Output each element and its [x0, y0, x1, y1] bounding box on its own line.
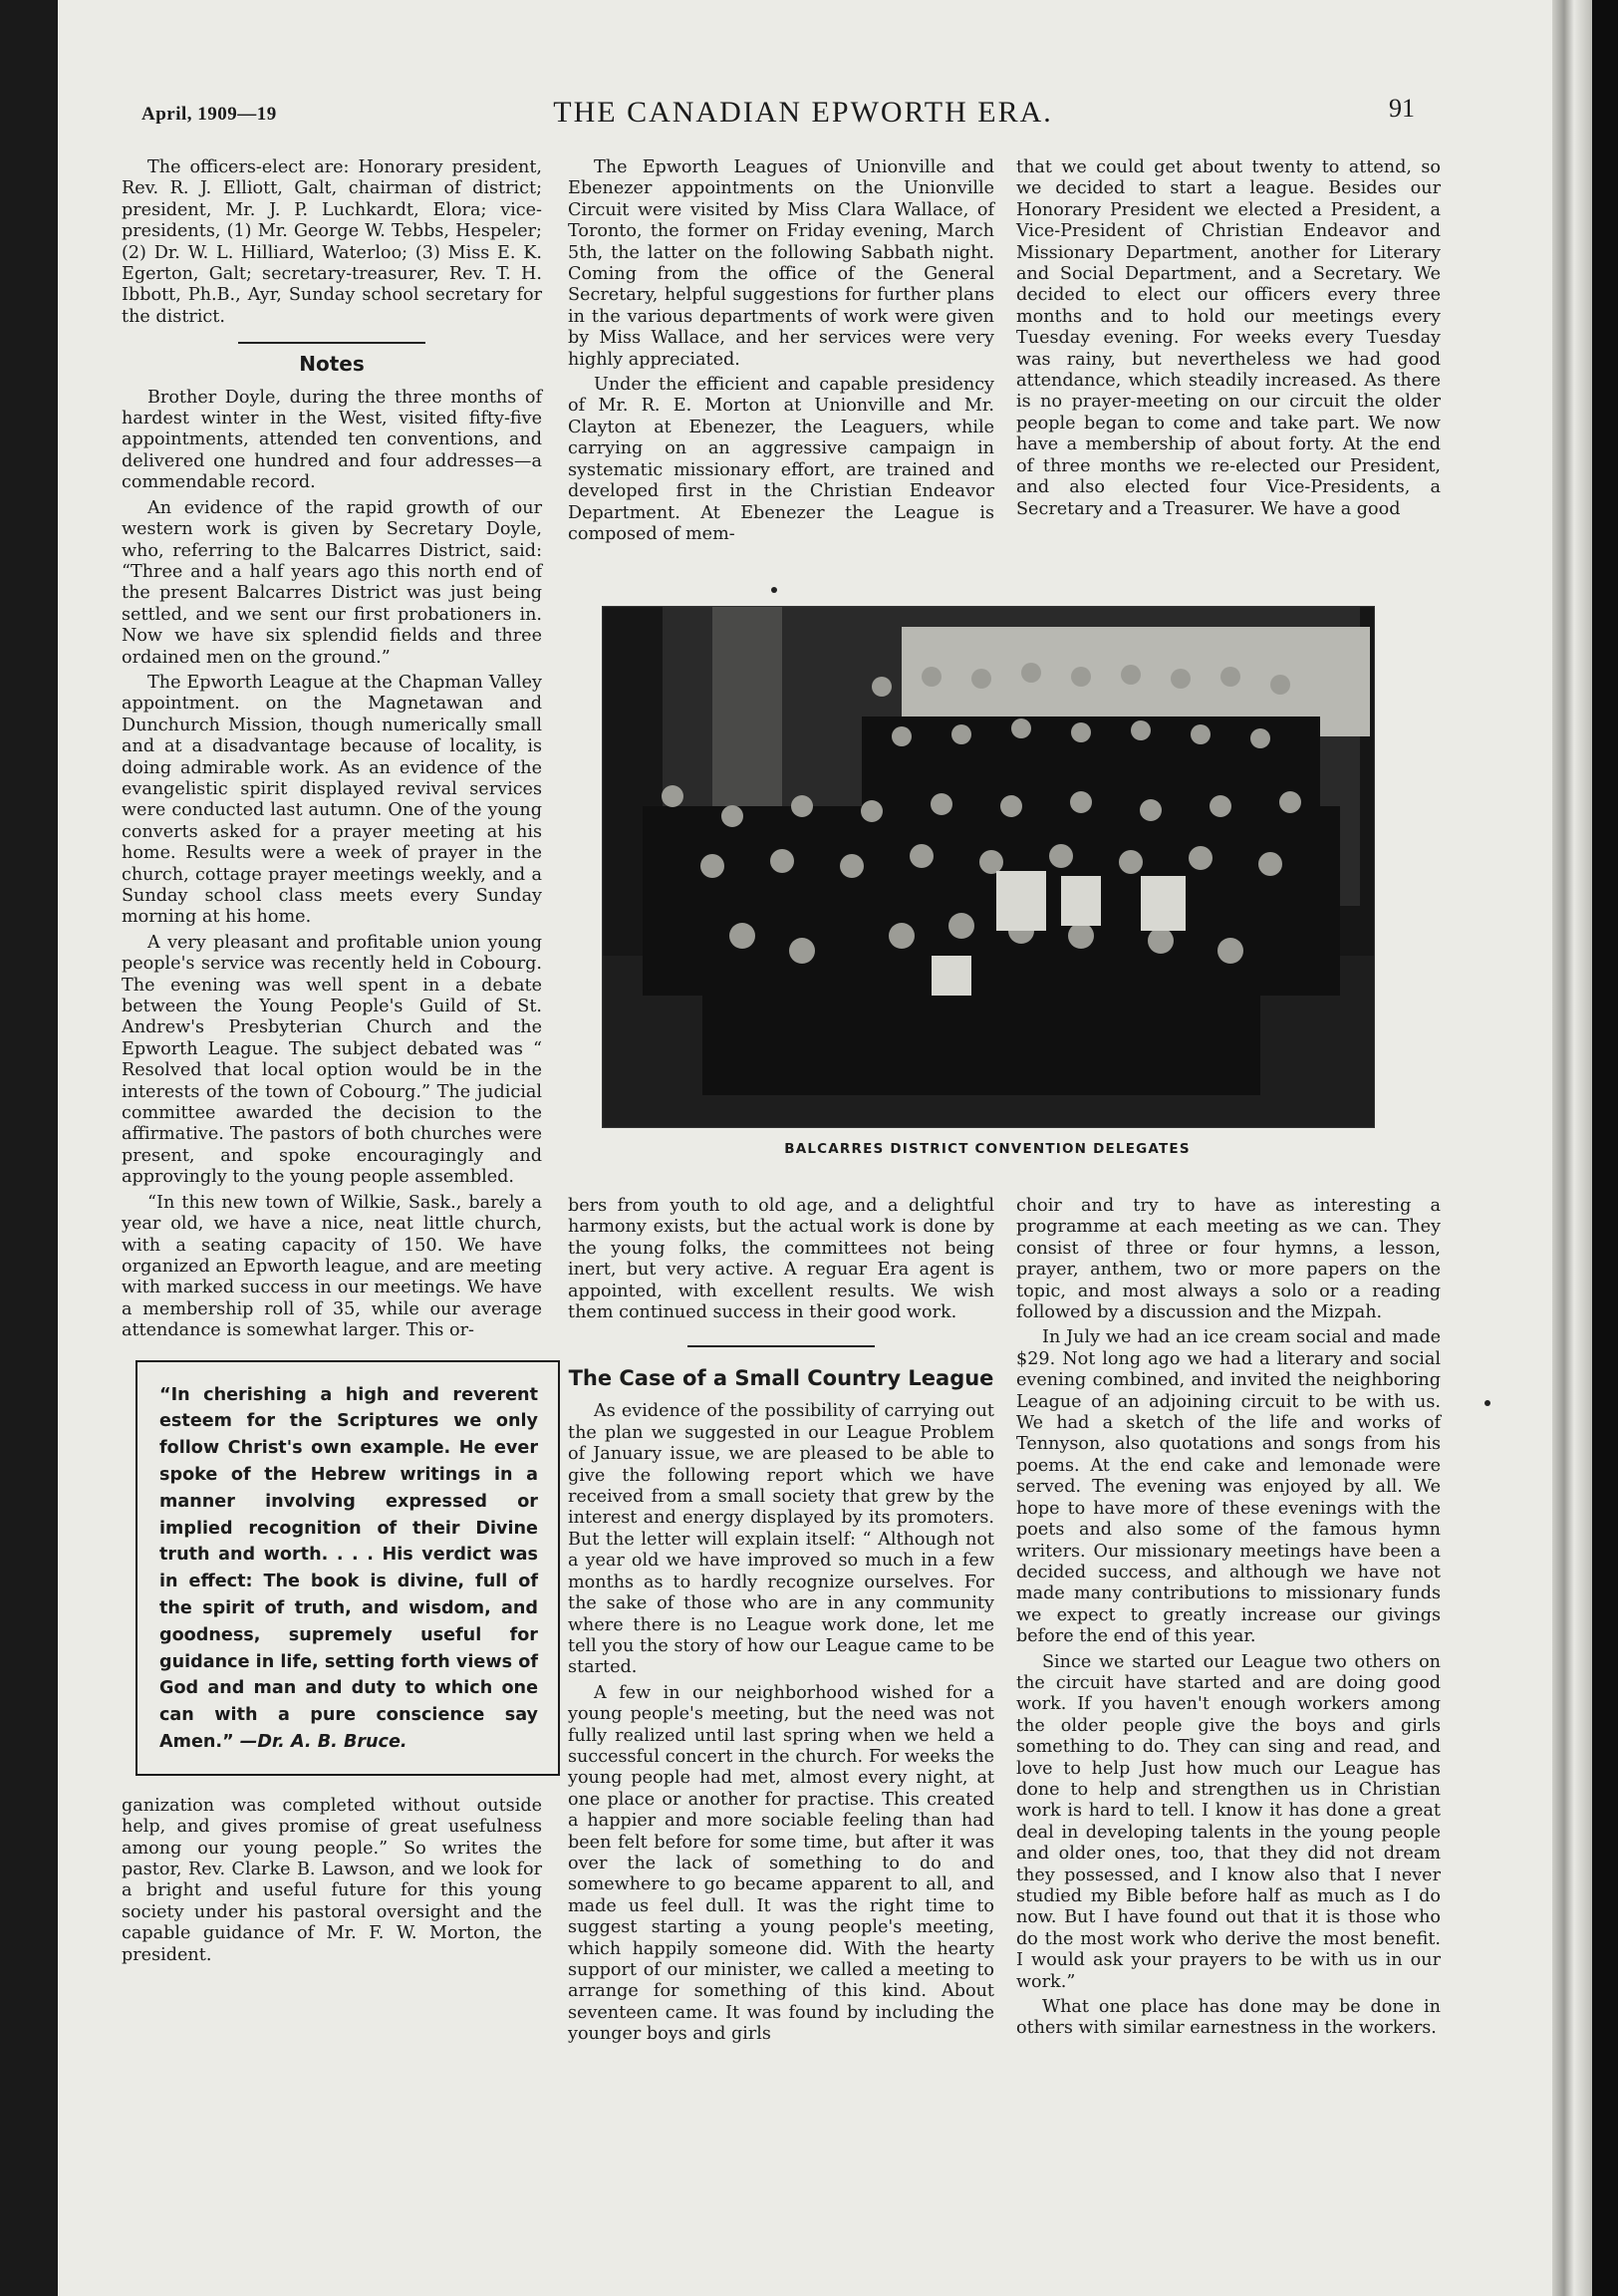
- section-divider: [238, 342, 425, 344]
- article-paragraph: What one place has done may be done in others with similar earnestness in the workers.: [1016, 1997, 1441, 2039]
- issue-date: April, 1909—19: [141, 104, 277, 125]
- print-mark: [1484, 1400, 1490, 1406]
- notes-paragraph: ganization was completed without outside help, and gives promise of great usefulness among our young people.” So writes the pastor, Rev. Clarke B. Lawson, and we look for a bright and useful future for this young society under his pastoral oversight and the capable guidance of Mr. F. W. Morton, the president.: [122, 1795, 542, 1965]
- photograph-image: [603, 607, 1374, 1127]
- article-paragraph: that we could get about twenty to attend, so we decided to start a league. Besides our Honorary President we elected a President, a Vice-President of Christian Endeavor and Missionary Department, another for Literary and Social Department, and a Secretary. We decided to elect our officers every three months and to hold our meetings every Tuesday evening. For weeks every Tuesday was rainy, but nevertheless we had good attendance, which steadily increased. As there is no prayer-meeting on our circuit the older people began to come and take part. We now have a membership of about forty. At the end of three months we re-elected our President, and also elected four Vice-Presidents, a Secretary and a Treasurer. We have a good: [1016, 157, 1441, 519]
- section-divider: [687, 1345, 875, 1347]
- publication-title: THE CANADIAN EPWORTH ERA.: [553, 96, 1053, 129]
- page-number: 91: [1389, 94, 1415, 123]
- article-paragraph: The Epworth Leagues of Unionville and Ebenezer appointments on the Unionville Circuit were visited by Miss Clara Wallace, of Toronto, the former on Friday evening, March 5th, the latter on the following Sabbath night. Coming from the office of the General Secretary, helpful suggestions for further plans in the various departments of work were given by Miss Wallace, and her services were very highly appreciated.: [568, 157, 994, 370]
- article-paragraph: Since we started our League two others on the circuit have started and are doing good work. If you haven't enough workers among the older people give the boys and girls something to do. They can sing and read, and love to help Just how much our League has done to help and strengthen us in Christian work is hard to tell. I know it has done a great deal in developing talents in the young people and older ones, too, that they did not dream they possessed, and I know also that I never studied my Bible before half as much as I do now. But I have found out that it is those who do the most work who derive the most benefit. I would ask your prayers to be with us in our work.”: [1016, 1651, 1441, 1992]
- column-3-bottom: [1016, 1196, 1441, 2044]
- column-2-bottom: [568, 1196, 994, 2050]
- column-1: [122, 157, 542, 1970]
- photo-caption: BALCARRES DISTRICT CONVENTION DELEGATES: [784, 1141, 1191, 1157]
- scripture-quote-box: [135, 1360, 560, 1776]
- notes-paragraph: A very pleasant and profitable union young people's service was recently held in Cobourg. The evening was well spent in a debate between the Young People's Guild of St. Andrew's Presbyterian Church and the Epworth League. The subject debated was “ Resolved that local option would be in the interests of the town of Cobourg.” The judicial committee awarded the decision to the affirmative. The pastors of both churches were present, and spoke encouragingly and approvingly to the young people assembled.: [122, 932, 542, 1188]
- officers-paragraph: The officers-elect are: Honorary president, Rev. R. J. Elliott, Galt, chairman of district; president, Mr. J. P. Luchkardt, Elora; vice-presidents, (1) Mr. George W. Tebbs, Hespeler; (2) Dr. W. L. Hilliard, Waterloo; (3) Miss E. K. Egerton, Galt; secretary-treasurer, Rev. T. H. Ibbott, Ph.B., Ayr, Sunday school secretary for the district.: [122, 157, 542, 327]
- article-paragraph: choir and try to have as interesting a programme at each meeting as we can. They consist of three or four hymns, a lesson, prayer, anthem, two or more papers on the topic, and most always a solo or a reading followed by a discussion and the Mizpah.: [1016, 1196, 1441, 1323]
- group-photograph: [602, 606, 1375, 1128]
- article-paragraph: bers from youth to old age, and a delightful harmony exists, but the actual work is done by the young folks, the committees not being inert, but very active. A reguar Era agent is appointed, with excellent results. We wish them continued success in their good work.: [568, 1196, 994, 1323]
- column-3-top: [1016, 157, 1441, 524]
- scan-border: [1592, 0, 1618, 2296]
- article-paragraph: As evidence of the possibility of carrying out the plan we suggested in our League Problem of January issue, we are pleased to be able to give the following report which we have received from a small society that grew by the interest and energy displayed by its promoters. But the letter will explain itself: “ Although not a year old we have improved so much in a few months as to hardly recognize ourselves. For the sake of those who are in any community where there is no League work done, let me tell you the story of how our League came to be started.: [568, 1401, 994, 1678]
- notes-paragraph: An evidence of the rapid growth of our western work is given by Secretary Doyle, who, referring to the Balcarres District, said: “Three and a half years ago this north end of the present Balcarres District was just being settled, and we sent our first probationers in. Now we have six splendid fields and three ordained men on the ground.”: [122, 497, 542, 668]
- article-paragraph: In July we had an ice cream social and made $29. Not long ago we had a literary and social evening combined, and invited the neighboring League of an adjoining circuit to be with us. We had a sketch of the life and works of Tennyson, also quotations and songs from his poems. At the end cake and lemonade were served. The evening was enjoyed by all. We hope to have more of these evenings with the poets and also some of the famous hymn writers. Our missionary meetings have been a decided success, and although we have not made many contributions to missionary funds we expect to greatly increase our givings before the end of this year.: [1016, 1327, 1441, 1647]
- article-paragraph: A few in our neighborhood wished for a young people's meeting, but the need was not fully realized until last spring when we held a successful concert in the church. For weeks the young people had met, almost every night, at one place or another for practise. This created a happier and more sociable feeling than had been felt before for some time, but after it was over the lack of something to do and somewhere to go became apparent to all, and made us feel dull. It was the right time to suggest starting a young people's meeting, which happily someone did. With the hearty support of our minister, we called a meeting to arrange for something of this kind. About seventeen came. It was found by including the younger boys and girls: [568, 1682, 994, 2045]
- column-2-top: [568, 157, 994, 549]
- quote-text: “In cherishing a high and reverent esteem for the Scriptures we only follow Christ's own example. He ever spoke of the Hebrew writings in a manner involving expressed or implied recognition of their Divine truth and worth. . . . His verdict was in effect: The book is divine, full of the spirit of truth, and wisdom, and goodness, supremely useful for guidance in life, setting forth views of God and man and duty to which one can with a pure conscience say Amen.”: [159, 1384, 538, 1752]
- quote-attribution: —Dr. A. B. Bruce.: [239, 1731, 407, 1752]
- print-mark: [771, 587, 777, 593]
- case-heading: The Case of a Small Country League: [568, 1366, 994, 1391]
- notes-paragraph: “In this new town of Wilkie, Sask., barely a year old, we have a nice, neat little church, with a seating capacity of 150. We have organized an Epworth league, and are meeting with marked success in our meetings. We have a membership roll of 35, while our average attendance is somewhat larger. This or-: [122, 1192, 542, 1341]
- page-edge-binding: [1552, 0, 1592, 2296]
- article-paragraph: Under the efficient and capable presidency of Mr. R. E. Morton at Unionville and Mr. Clayton at Ebenezer, the Leaguers, while carrying on an aggressive campaign in systematic missionary effort, are trained and developed first in the Christian Endeavor Department. At Ebenezer the League is composed of mem-: [568, 375, 994, 544]
- notes-paragraph: The Epworth League at the Chapman Valley appointment. on the Magnetawan and Dunchurch Mission, though numerically small and at a disadvantage because of locality, is doing admirable work. As an evidence of the evangelistic spirit displayed revival services were conducted last autumn. One of the young converts asked for a prayer meeting at his home. Results were a week of prayer in the church, cottage prayer meetings weekly, and a Sunday school class meets every Sunday morning at his home.: [122, 672, 542, 928]
- notes-heading: Notes: [299, 352, 365, 377]
- notes-paragraph: Brother Doyle, during the three months of hardest winter in the West, visited fifty-five appointments, attended ten conventions, and delivered one hundred and four addresses—a commendable record.: [122, 387, 542, 493]
